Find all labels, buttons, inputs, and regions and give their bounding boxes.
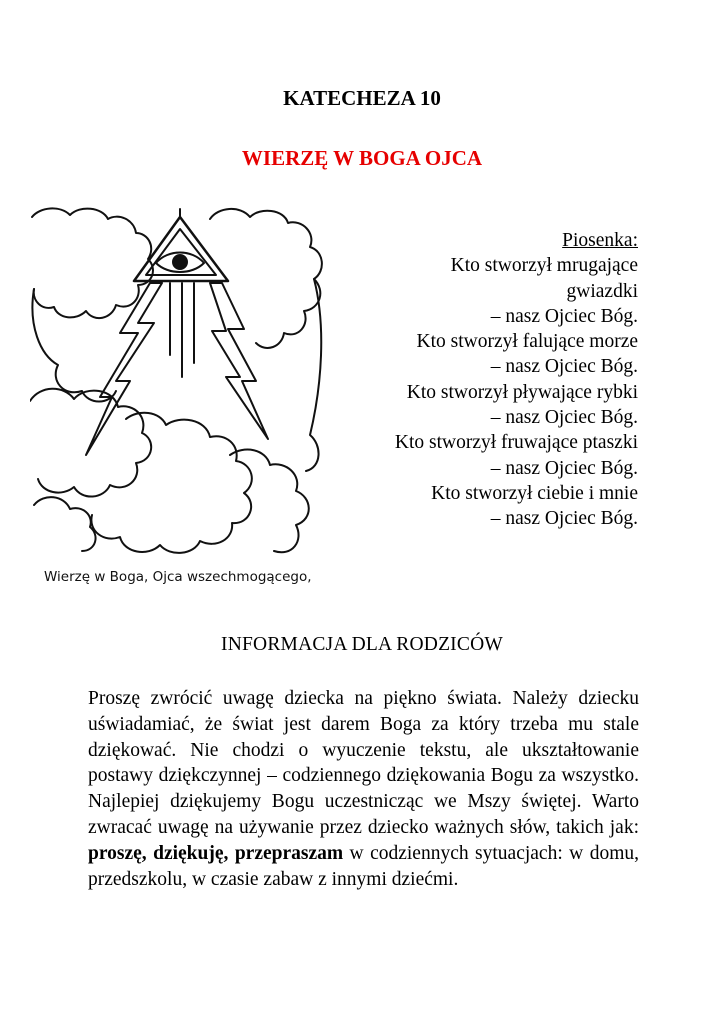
cloud-shape	[32, 208, 153, 318]
illustration-eye-of-providence	[30, 205, 330, 590]
song-line: Kto stworzył mrugające	[450, 255, 638, 277]
lightning-bolt	[86, 283, 162, 455]
cloud-shape	[91, 413, 251, 553]
song-line: Kto stworzył fruwające ptaszki	[394, 432, 638, 454]
song-line: gwiazdki	[566, 280, 638, 302]
cloud-shape	[32, 289, 116, 402]
song-line: – nasz Ojciec Bóg.	[490, 457, 638, 479]
page-subtitle: WIERZĘ W BOGA OJCA	[241, 146, 483, 170]
info-heading: INFORMACJA DLA RODZICÓW	[221, 634, 503, 655]
info-text: Proszę zwrócić uwagę dziecka na piękno świata. Należy dziecku uświadamiać, że świat jest darem Boga za który trzeba mu stale dziękować. Nie chodzi o wyuczenie tekstu, ale ukształtowanie postawy dziękczynnej – codziennego dziękowania Bogu za wszystko. Najlepiej dziękujemy Bogu uczestnicząc we Mszy świętej. Warto zwracać uwagę na używanie przez dziecko ważnych słów, takich jak:	[88, 688, 639, 838]
info-bold-words: proszę, dziękuję, przepraszam	[88, 842, 344, 864]
illustration-caption: Wierzę w Boga, Ojca wszechmogącego,	[44, 569, 312, 585]
cloud-shape	[230, 450, 309, 553]
song-line: – nasz Ojciec Bóg.	[490, 508, 638, 530]
song-block	[340, 228, 638, 532]
lightning-bolt	[210, 283, 268, 439]
song-line: – nasz Ojciec Bóg.	[490, 356, 638, 378]
info-text: w codziennych sytuacjach: w domu, przedszkolu, w czasie zabaw z innymi dziećmi.	[88, 842, 639, 890]
song-line: – nasz Ojciec Bóg.	[490, 407, 638, 429]
song-line: Kto stworzył falujące morze	[416, 331, 638, 353]
song-line: Kto stworzył pływające rybki	[406, 381, 638, 403]
info-paragraph	[88, 686, 639, 892]
page-title: KATECHEZA 10	[283, 86, 441, 110]
song-line: Kto stworzył ciebie i mnie	[431, 482, 638, 504]
cloud-shape	[34, 497, 96, 551]
song-line: – nasz Ojciec Bóg.	[490, 305, 638, 327]
song-heading: Piosenka:	[562, 230, 638, 251]
